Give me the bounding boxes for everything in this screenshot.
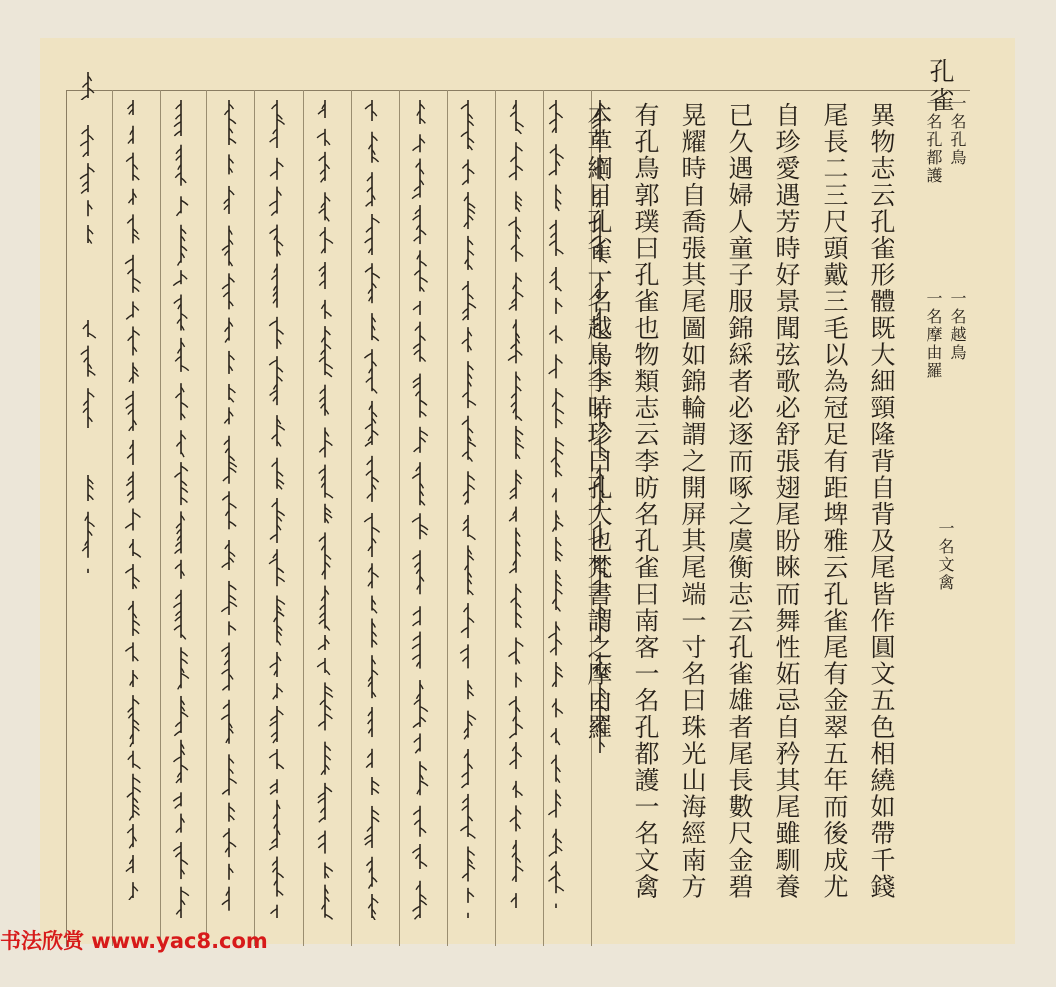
manchu-script-column bbox=[170, 100, 192, 920]
alias-kongduhu: 一名孔都護 bbox=[924, 95, 943, 185]
column-rule bbox=[495, 90, 496, 946]
text-column-1: 異物志云孔雀形體既大細頸隆背自背及尾皆作圓文五色相繞如帶千錢 bbox=[867, 102, 896, 900]
column-rule bbox=[160, 90, 161, 946]
manchu-script-column bbox=[218, 100, 240, 920]
manchu-script-column bbox=[314, 100, 336, 930]
entry-title: 孔雀 bbox=[926, 58, 955, 116]
manchu-script-column bbox=[77, 125, 99, 245]
manchu-script-column bbox=[266, 100, 288, 920]
column-rule bbox=[447, 90, 448, 946]
text-column-6: 有孔鳥郭璞曰孔雀也物類志云李昉名孔雀曰南客一名孔都護一名文禽 bbox=[631, 102, 660, 900]
manchu-script-column bbox=[457, 100, 479, 920]
alias-yueniao: 一名越鳥 bbox=[948, 290, 967, 362]
text-column-3: 自珍愛遇芳時好景聞弦歌必舒張翅尾盼睞而舞性妬忌自矜其尾雖馴養 bbox=[772, 102, 801, 900]
text-column-2: 尾長二三尺頭戴三毛以為冠足有距埤雅云孔雀尾有金翠五年而後成尤 bbox=[820, 102, 849, 900]
text-column-7: 本草綱目孔雀一名越鳥李時珍曰孔大也梵書謂之摩由羅 bbox=[584, 102, 613, 741]
column-rule bbox=[112, 90, 113, 946]
text-column-5: 晃耀時自喬張其尾圖如錦輪謂之開屏其尾端一寸名曰珠光山海經南方 bbox=[678, 102, 707, 900]
manchu-script-column bbox=[505, 100, 527, 910]
column-rule bbox=[254, 90, 255, 946]
alias-moyouluo: 一名摩由羅 bbox=[924, 290, 943, 380]
manchu-script-column bbox=[77, 320, 99, 430]
manchu-script-column bbox=[545, 100, 567, 910]
column-rule bbox=[351, 90, 352, 946]
column-rule bbox=[399, 90, 400, 946]
column-rule bbox=[543, 90, 544, 946]
watermark: 书法欣赏 www.yac8.com bbox=[0, 929, 268, 953]
alias-kongniao: 一名孔鳥 bbox=[948, 95, 967, 167]
column-rule bbox=[303, 90, 304, 946]
manchu-script-column bbox=[77, 475, 99, 575]
manchu-script-column bbox=[77, 72, 99, 100]
text-column-4: 已久遇婦人童子服錦綵者必逐而啄之虞衡志云孔雀雄者尾長數尺金碧 bbox=[725, 102, 754, 900]
manchu-script-column bbox=[409, 100, 431, 920]
manchu-script-column bbox=[361, 100, 383, 920]
column-rule bbox=[206, 90, 207, 946]
alias-wenqin: 一名文禽 bbox=[936, 520, 955, 592]
manchu-script-column bbox=[589, 100, 611, 755]
manchu-script-column bbox=[122, 100, 144, 900]
